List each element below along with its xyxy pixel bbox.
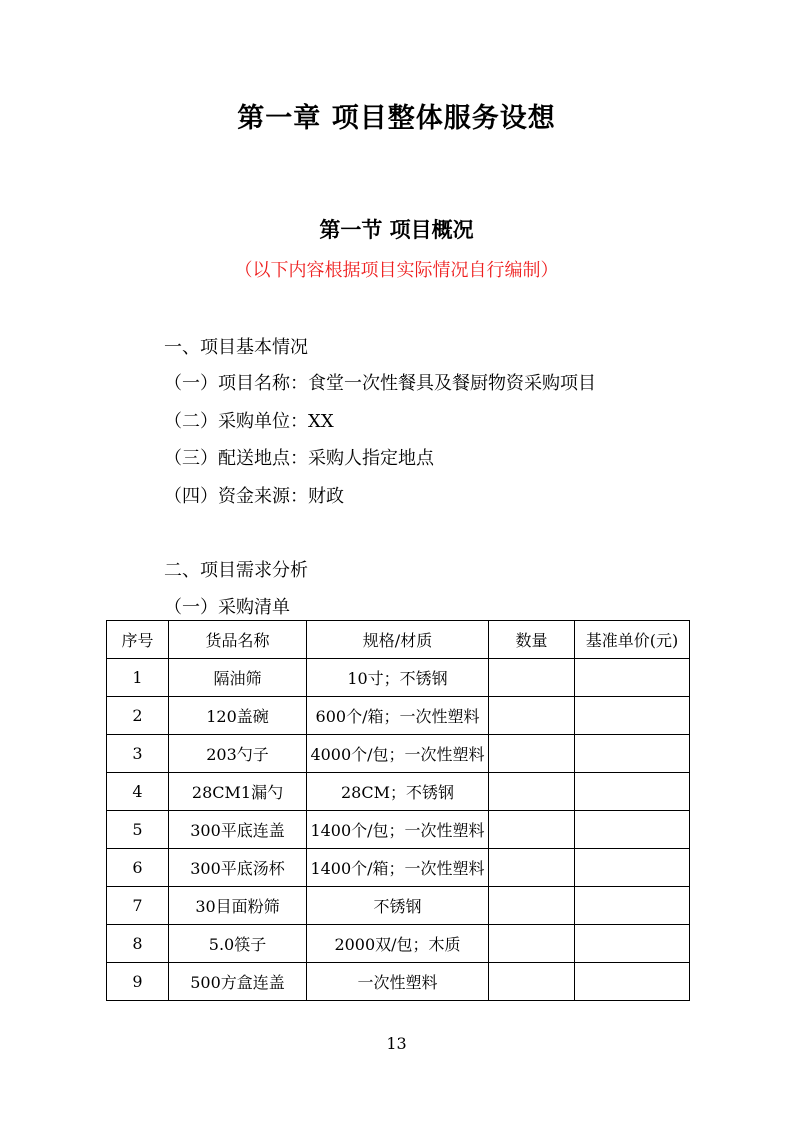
cell-unit-price [575,659,690,697]
cell-item-name: 5.0筷子 [169,925,307,963]
cell-unit-price [575,735,690,773]
cell-unit-price [575,925,690,963]
cell-spec: 10寸；不锈钢 [307,659,489,697]
funding-source-line: （四）资金来源：财政 [164,486,344,507]
cell-quantity [489,849,575,887]
header-spec: 规格/材质 [307,621,489,659]
cell-spec: 2000双/包；木质 [307,925,489,963]
header-quantity: 数量 [489,621,575,659]
cell-index: 6 [107,849,169,887]
table-row [107,849,690,887]
purchaser-line: （二）采购单位：XX [164,411,334,432]
table-row [107,659,690,697]
cell-unit-price [575,773,690,811]
cell-spec: 1400个/包；一次性塑料 [307,811,489,849]
cell-index: 5 [107,811,169,849]
cell-item-name: 500方盒连盖 [169,963,307,1001]
procurement-list-heading: （一）采购清单 [164,597,290,618]
project-name-line: （一）项目名称：食堂一次性餐具及餐厨物资采购项目 [164,373,596,394]
chapter-title: 第一章 项目整体服务设想 [237,103,556,134]
cell-index: 8 [107,925,169,963]
table-row [107,887,690,925]
cell-quantity [489,735,575,773]
cell-item-name: 120盖碗 [169,697,307,735]
cell-item-name: 隔油筛 [169,659,307,697]
cell-spec: 4000个/包；一次性塑料 [307,735,489,773]
cell-quantity [489,925,575,963]
table-row [107,773,690,811]
cell-quantity [489,887,575,925]
header-index: 序号 [107,621,169,659]
cell-unit-price [575,697,690,735]
cell-index: 2 [107,697,169,735]
cell-spec: 600个/箱；一次性塑料 [307,697,489,735]
table-row [107,811,690,849]
page-number: 13 [386,1034,407,1053]
table-row [107,697,690,735]
cell-item-name: 30目面粉筛 [169,887,307,925]
cell-spec: 1400个/箱；一次性塑料 [307,849,489,887]
cell-quantity [489,697,575,735]
procurement-table [106,620,690,1001]
table-header-row [107,621,690,659]
cell-unit-price [575,811,690,849]
cell-quantity [489,811,575,849]
cell-unit-price [575,887,690,925]
cell-unit-price [575,963,690,1001]
cell-spec: 28CM；不锈钢 [307,773,489,811]
cell-index: 4 [107,773,169,811]
cell-item-name: 300平底汤杯 [169,849,307,887]
cell-unit-price [575,849,690,887]
cell-spec: 一次性塑料 [307,963,489,1001]
header-item-name: 货品名称 [169,621,307,659]
cell-item-name: 203勺子 [169,735,307,773]
basic-info-heading: 一、项目基本情况 [164,337,308,358]
cell-quantity [489,659,575,697]
cell-item-name: 300平底连盖 [169,811,307,849]
table-row [107,735,690,773]
cell-index: 7 [107,887,169,925]
cell-index: 3 [107,735,169,773]
cell-index: 1 [107,659,169,697]
table-row [107,925,690,963]
demand-heading: 二、项目需求分析 [164,560,308,581]
delivery-location-line: （三）配送地点：采购人指定地点 [164,448,434,469]
cell-quantity [489,963,575,1001]
section-title: 第一节 项目概况 [319,217,474,242]
cell-spec: 不锈钢 [307,887,489,925]
table-row [107,963,690,1001]
header-unit-price: 基准单价(元) [575,621,690,659]
section-note: （以下内容根据项目实际情况自行编制） [234,260,559,281]
cell-item-name: 28CM1漏勺 [169,773,307,811]
cell-quantity [489,773,575,811]
cell-index: 9 [107,963,169,1001]
